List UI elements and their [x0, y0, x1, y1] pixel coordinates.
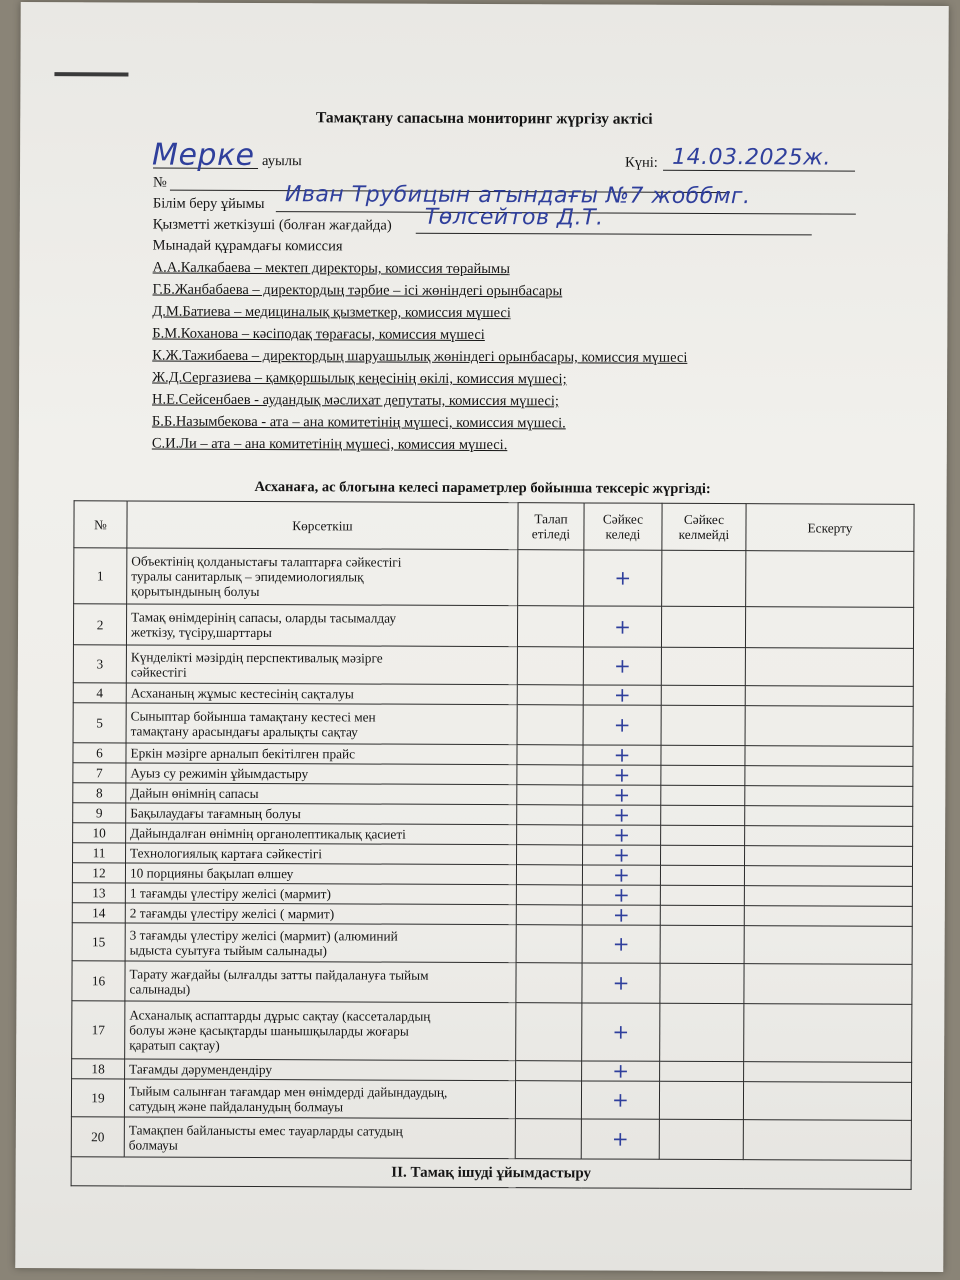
row-match-check: +: [583, 785, 661, 805]
row-nomatch-cell: [660, 963, 744, 1003]
table-row: [71, 1117, 911, 1161]
row-nomatch-cell: [660, 1003, 744, 1061]
row-indicator: Тамақ өнімдерінің сапасы, оларды тасымалдау жеткізу, түсіру,шарттары: [126, 604, 517, 647]
row-match-check: +: [582, 1061, 660, 1081]
section-row: [71, 1157, 911, 1190]
supplier-handwritten: Төлсейтов Д.Т.: [424, 204, 604, 231]
row-match-check: +: [582, 865, 660, 885]
table-row: [71, 1079, 911, 1121]
row-required-cell: [517, 785, 583, 805]
header-match: Сәйкес келеді: [584, 503, 662, 550]
row-nomatch-cell: [661, 685, 745, 705]
header-indicator: Көрсеткіш: [127, 501, 518, 550]
inspection-table: [71, 500, 915, 1190]
row-indicator: Күнделікті мәзірдің перспективалық мәзірге сәйкестігі: [126, 645, 517, 685]
row-required-cell: [516, 925, 582, 963]
row-note-cell: [744, 906, 912, 927]
row-required-cell: [517, 647, 583, 685]
row-required-cell: [518, 550, 584, 606]
row-number: 1: [74, 548, 127, 604]
row-required-cell: [516, 1061, 582, 1081]
row-note-cell: [745, 648, 913, 687]
row-nomatch-cell: [660, 865, 744, 885]
row-match-check: +: [582, 925, 660, 963]
row-note-cell: [745, 766, 913, 787]
header-nomatch: Сәйкес келмейді: [662, 503, 746, 550]
date-label: Күні:: [625, 154, 658, 171]
document-sheet: [15, 2, 949, 1272]
row-nomatch-cell: [661, 745, 745, 765]
row-note-cell: [744, 1004, 912, 1063]
row-match-check: +: [583, 647, 661, 685]
header-required: Талап етіледі: [518, 503, 584, 550]
row-number: 2: [73, 604, 126, 645]
row-required-cell: [516, 1003, 582, 1061]
row-required-cell: [515, 1081, 581, 1119]
org-handwritten: Иван Трубицын атындағы №7 жоббмг.: [284, 182, 751, 210]
row-indicator: Еркін мәзірге арналып бекітілген прайс: [126, 743, 517, 765]
number-label: №: [152, 174, 167, 191]
row-number: 14: [72, 903, 125, 923]
table-row: [72, 1001, 912, 1063]
row-match-check: +: [581, 1119, 659, 1159]
row-required-cell: [517, 685, 583, 705]
commission-member: Б.Б.Назымбекова - ата – ана комитетінің мүшесі, комиссия мүшесі.: [151, 413, 566, 432]
row-nomatch-cell: [660, 905, 744, 925]
table-row: [72, 923, 912, 965]
row-nomatch-cell: [661, 606, 745, 647]
row-nomatch-cell: [661, 805, 745, 825]
table-row: [73, 645, 913, 687]
row-note-cell: [745, 686, 913, 707]
row-indicator: Сыныптар бойынша тамақтану кестесі мен тамақтану арасындағы аралықты сақтау: [126, 703, 517, 745]
row-required-cell: [517, 606, 583, 647]
commission-member: К.Ж.Тажибаева – директордың шаруашылық жөніндегі орынбасары, комиссия мүшесі: [152, 347, 688, 366]
row-match-check: +: [583, 745, 661, 765]
row-indicator: Бақылаудағы тағамның болуы: [126, 803, 517, 825]
row-note-cell: [743, 1082, 911, 1121]
row-nomatch-cell: [662, 550, 746, 606]
row-number: 6: [73, 743, 126, 763]
row-indicator: Ауыз су режимін ұйымдастыру: [126, 763, 517, 785]
row-required-cell: [517, 745, 583, 765]
row-indicator: Тарату жағдайы (ылғалды затты пайдалануға тыйым салынады): [125, 961, 516, 1003]
row-number: 17: [72, 1001, 125, 1059]
row-indicator: Технологиялық картаға сәйкестігі: [126, 843, 517, 865]
row-nomatch-cell: [661, 705, 745, 745]
commission-member: С.И.Ли – ата – ана комитетінің мүшесі, комиссия мүшесі.: [151, 435, 508, 454]
row-number: 15: [72, 923, 125, 961]
table-row: [73, 604, 913, 649]
commission-member: Б.М.Коханова – кәсіподақ төрағасы, комиссия мүшесі: [152, 325, 485, 344]
row-note-cell: [745, 607, 913, 649]
row-indicator: Тыйым салынған тағамдар мен өнімдерді дайындаудың, сатудың және пайдаланудың болмауы: [124, 1079, 515, 1119]
row-note-cell: [744, 964, 912, 1005]
row-note-cell: [746, 551, 914, 608]
row-required-cell: [517, 765, 583, 785]
row-nomatch-cell: [659, 1081, 743, 1119]
row-nomatch-cell: [661, 825, 745, 845]
commission-member: А.А.Калкабаева – мектеп директоры, комиссия төрайымы: [152, 259, 510, 278]
table-header-row: [74, 501, 914, 552]
row-nomatch-cell: [661, 785, 745, 805]
row-note-cell: [745, 706, 913, 747]
row-number: 5: [73, 703, 126, 743]
row-indicator: 3 тағамды үлестіру желісі (мармит) (алюминий ыдыста суытуға тыйым салынады): [125, 923, 516, 963]
row-nomatch-cell: [661, 845, 745, 865]
row-indicator: Дайын өнімнің сапасы: [126, 783, 517, 805]
row-note-cell: [744, 866, 912, 887]
row-note-cell: [744, 1062, 912, 1083]
supplier-label: Қызметті жеткізуші (болған жағдайда): [152, 216, 392, 234]
row-match-check: +: [584, 550, 662, 606]
row-indicator: 2 тағамды үлестіру желісі ( мармит): [125, 903, 516, 925]
commission-member: Д.М.Батиева – медициналық қызметкер, комиссия мүшесі: [152, 303, 511, 322]
table-row: [73, 703, 913, 747]
row-match-check: +: [583, 845, 661, 865]
village-handwritten: Мерке: [152, 137, 255, 174]
document-title: Тамақтану сапасына мониторинг жүргізу актісі: [315, 109, 653, 128]
row-match-check: +: [583, 805, 661, 825]
row-required-cell: [517, 845, 583, 865]
row-note-cell: [745, 746, 913, 767]
commission-member: Г.Б.Жанбабаева – директордың тәрбие – ісі жөніндегі орынбасары: [152, 281, 563, 300]
row-number: 3: [73, 645, 126, 683]
row-match-check: +: [581, 1081, 659, 1119]
row-nomatch-cell: [660, 885, 744, 905]
commission-member: Н.Е.Сейсенбаев - аудандық мәслихат депутаты, комиссия мүшесі;: [151, 391, 559, 410]
date-handwritten: 14.03.2025ж.: [672, 144, 831, 171]
org-label: Білім беру ұйымы: [152, 195, 265, 213]
row-note-cell: [745, 806, 913, 827]
row-match-check: +: [583, 606, 661, 647]
row-number: 8: [73, 783, 126, 803]
row-indicator: Дайындалған өнімнің органолептикалық қасиеті: [126, 823, 517, 845]
row-indicator: Асхананың жұмыс кестесінің сақталуы: [126, 683, 517, 705]
row-indicator: 10 порцияны бақылап өлшеу: [125, 863, 516, 885]
row-required-cell: [516, 865, 582, 885]
row-note-cell: [744, 886, 912, 907]
row-note-cell: [745, 846, 913, 867]
commission-intro: Мынадай құрамдағы комиссия: [152, 237, 343, 255]
row-nomatch-cell: [659, 1119, 743, 1159]
section-2-heading: II. Тамақ ішуді ұйымдастыру: [71, 1157, 911, 1190]
row-note-cell: [743, 1120, 911, 1161]
row-nomatch-cell: [660, 925, 744, 963]
pen-mark: [54, 72, 128, 76]
row-match-check: +: [582, 963, 660, 1003]
row-nomatch-cell: [661, 765, 745, 785]
inspection-subtitle: Асханаға, ас блогына келесі параметрлер бойынша тексеріс жүргізді:: [254, 479, 711, 497]
row-required-cell: [516, 963, 582, 1003]
row-number: 18: [72, 1059, 125, 1079]
row-match-check: +: [582, 885, 660, 905]
row-indicator: Тағамды дәрумендендіру: [125, 1059, 516, 1081]
row-number: 16: [72, 961, 125, 1001]
row-required-cell: [517, 805, 583, 825]
village-label: ауылы: [262, 153, 302, 170]
row-required-cell: [516, 905, 582, 925]
row-match-check: +: [583, 705, 661, 745]
row-number: 20: [71, 1117, 124, 1157]
row-indicator: Тамақпен байланысты емес тауарларды сатудың болмауы: [124, 1117, 515, 1159]
row-number: 13: [72, 883, 125, 903]
row-indicator: Асханалық аспаптарды дұрыс сақтау (кассеталардың болуы және қасықтарды шанышқыларды жоғары қаратып сақтау): [125, 1001, 516, 1061]
row-required-cell: [516, 885, 582, 905]
row-number: 12: [72, 863, 125, 883]
row-required-cell: [515, 1119, 581, 1159]
row-nomatch-cell: [660, 1061, 744, 1081]
table-row: [74, 548, 914, 608]
row-indicator: 1 тағамды үлестіру желісі (мармит): [125, 883, 516, 905]
row-note-cell: [745, 826, 913, 847]
supplier-underline: [416, 233, 812, 236]
row-match-check: +: [582, 1003, 660, 1061]
table-row: [72, 961, 912, 1005]
row-number: 9: [73, 803, 126, 823]
row-required-cell: [517, 705, 583, 745]
row-match-check: +: [583, 825, 661, 845]
row-nomatch-cell: [661, 647, 745, 685]
row-match-check: +: [583, 685, 661, 705]
row-number: 4: [73, 683, 126, 703]
row-match-check: +: [583, 765, 661, 785]
row-match-check: +: [582, 905, 660, 925]
row-indicator: Объектінің қолданыстағы талаптарға сәйкестігі туралы санитарлық – эпидемиологиялық қорытындының болуы: [127, 548, 518, 606]
row-number: 19: [71, 1079, 124, 1117]
row-number: 7: [73, 763, 126, 783]
row-note-cell: [745, 786, 913, 807]
header-note: Ескерту: [746, 504, 914, 552]
row-note-cell: [744, 926, 912, 965]
commission-member: Ж.Д.Сергазиева – қамқоршылық кеңесінің өкілі, комиссия мүшесі;: [152, 369, 567, 388]
header-num: №: [74, 501, 127, 548]
row-required-cell: [517, 825, 583, 845]
row-number: 10: [73, 823, 126, 843]
row-number: 11: [73, 843, 126, 863]
